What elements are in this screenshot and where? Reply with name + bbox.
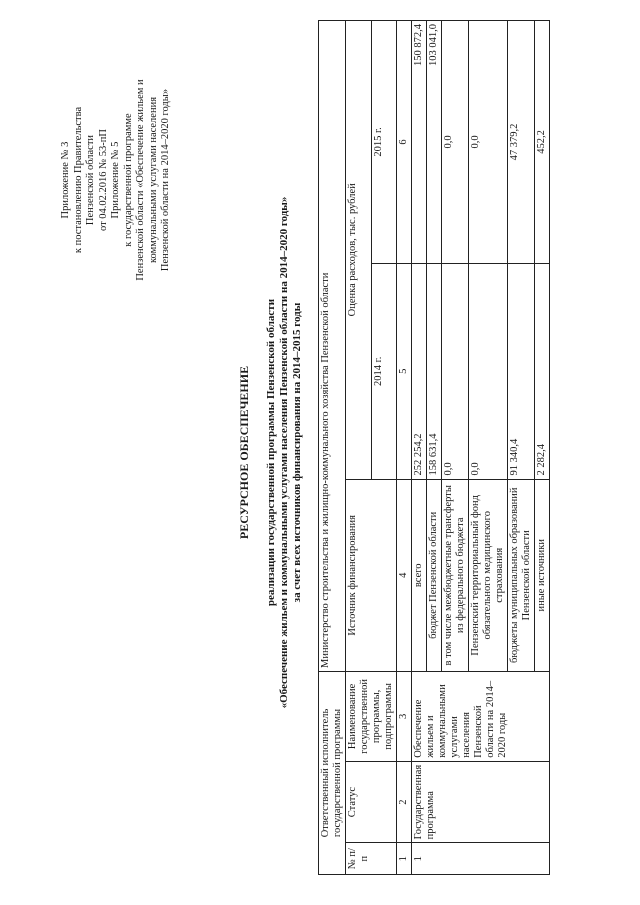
column-number: 4 <box>397 479 412 671</box>
appendix-line: от 04.02.2016 № 53-пП <box>97 128 109 232</box>
value-2015: 452,2 <box>535 21 550 264</box>
column-number: 6 <box>397 21 412 264</box>
appendix-line: Пензенской области на 2014–2020 годы» <box>160 88 171 272</box>
value-2015: 150 872,4 <box>412 21 427 264</box>
responsible-value: Министерство строительства и жилищно-коммунального хозяйства Пензенской области <box>319 21 346 672</box>
col-num-header: № п/п <box>346 843 397 875</box>
appendix-line: коммунальными услугами населения <box>147 96 159 264</box>
value-2014: 158 631,4 <box>427 263 442 479</box>
title-line-4: за счет всех источников финансирования на 2014–2015 годы <box>291 302 303 603</box>
table-header-row <box>319 21 346 875</box>
column-number: 5 <box>397 263 412 479</box>
column-number: 2 <box>397 761 412 843</box>
table-row <box>412 21 427 875</box>
value-2014: 2 282,4 <box>535 263 550 479</box>
value-2015: 47 379,2 <box>508 21 535 264</box>
col-estimate-header: Оценка расходов, тыс. рублей <box>346 21 372 480</box>
column-number: 1 <box>397 843 412 875</box>
table-header-row <box>346 21 372 875</box>
program-num: 1 <box>412 843 550 875</box>
column-number-row <box>397 21 412 875</box>
program-name: Обеспечение жильем и коммунальными услугами населения Пензенской области на 2014–2020 годы <box>412 672 550 762</box>
source-cell: бюджеты муниципальных образований Пензенской области <box>508 479 535 671</box>
source-cell: в том числе межбюджетные трансферты из федерального бюджета <box>442 479 469 671</box>
col-name-header: Наименование государственной программы, подпрограммы <box>346 672 397 762</box>
source-cell: бюджет Пензенской области <box>427 479 442 671</box>
col-2015-header: 2015 г. <box>371 21 397 264</box>
resources-table <box>318 20 550 875</box>
document-title <box>238 0 304 905</box>
value-2015: 103 041,0 <box>427 21 442 264</box>
program-status: Государственная программа <box>412 761 550 843</box>
source-cell: иные источники <box>535 479 550 671</box>
col-source-header: Источник финансирования <box>346 479 397 671</box>
appendix-block <box>60 30 173 330</box>
value-2014: 0,0 <box>469 263 508 479</box>
appendix-line: Приложение № 3 <box>60 141 71 219</box>
appendix-line: Пензенской области «Обеспечение жильем и <box>135 79 146 281</box>
col-2014-header: 2014 г. <box>371 263 397 479</box>
title-line-2: реализации государственной программы Пензенской области <box>265 298 277 607</box>
col-status-header: Статус <box>346 761 397 843</box>
value-2014: 91 340,4 <box>508 263 535 479</box>
value-2014: 252 254,2 <box>412 263 427 479</box>
title-line-1: РЕСУРСНОЕ ОБЕСПЕЧЕНИЕ <box>237 365 251 540</box>
appendix-line: к постановлению Правительства <box>72 106 84 254</box>
appendix-line: Пензенской области <box>85 134 96 226</box>
source-cell: всего <box>412 479 427 671</box>
responsible-label: Ответственный исполнитель государственной программы <box>319 672 346 875</box>
value-2015: 0,0 <box>442 21 469 264</box>
source-cell: Пензенский территориальный фонд обязательного медицинского страхования <box>469 479 508 671</box>
value-2014: 0,0 <box>442 263 469 479</box>
appendix-line: к государственной программе <box>122 113 134 247</box>
column-number: 3 <box>397 672 412 762</box>
title-line-3: «Обеспечение жильем и коммунальными услугами населения Пензенской области на 2014–2020 годы» <box>278 196 290 709</box>
value-2015: 0,0 <box>469 21 508 264</box>
appendix-line: Приложение № 5 <box>110 141 121 219</box>
